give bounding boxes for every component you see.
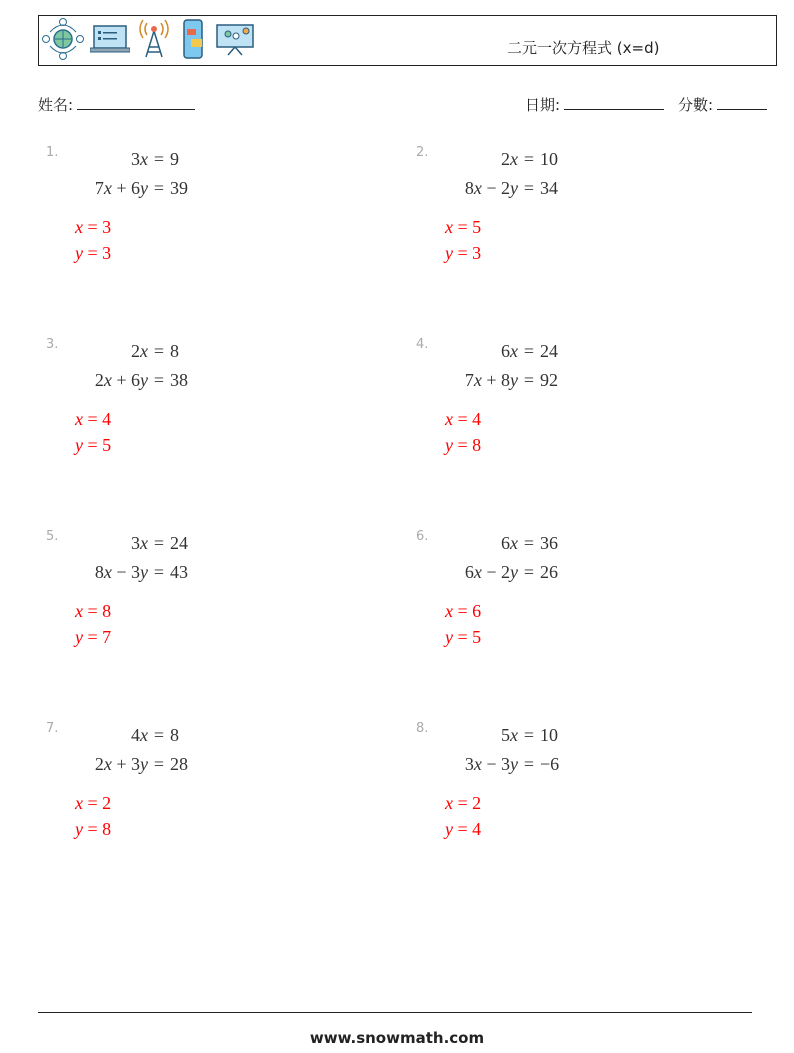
equation-1 [446, 341, 556, 362]
equals-sign: = [153, 562, 165, 582]
equation-rhs: 92 [540, 370, 558, 390]
answer-x: x = 4 [75, 409, 112, 429]
equation-lhs: 3x [131, 149, 148, 169]
answer-x: x = 3 [75, 217, 112, 237]
problem-1 [46, 145, 386, 325]
name-field [38, 94, 195, 115]
answer-x: x = 5 [445, 217, 482, 237]
equation-2 [446, 562, 556, 583]
equation-rhs: 34 [540, 178, 558, 198]
equation-rhs: 38 [170, 370, 188, 390]
equation-lhs: 2x [131, 341, 148, 361]
problem-number: 4. [416, 337, 429, 352]
equation-1 [446, 725, 556, 746]
equation-1 [76, 149, 186, 170]
equation-lhs: 2x + 3y [94, 754, 148, 774]
equals-sign: = [153, 178, 165, 198]
date-blank[interactable] [564, 95, 664, 110]
problem-number: 6. [416, 529, 429, 544]
problem-3 [46, 337, 386, 517]
problem-number: 3. [46, 337, 59, 352]
equation-lhs: 7x + 6y [94, 178, 148, 198]
equation-lhs: 6x [501, 533, 518, 553]
score-label: 分數: [678, 96, 714, 114]
equation-lhs: 6x − 2y [464, 562, 518, 582]
equation-rhs: 10 [540, 725, 558, 745]
equals-sign: = [523, 341, 535, 361]
equation-rhs: 36 [540, 533, 558, 553]
equation-2 [446, 754, 560, 775]
date-label: 日期: [525, 96, 561, 114]
equation-lhs: 5x [501, 725, 518, 745]
equation-1 [446, 533, 556, 554]
problem-8 [416, 721, 756, 901]
equation-1 [76, 341, 186, 362]
equation-lhs: 7x + 8y [464, 370, 518, 390]
equals-sign: = [523, 562, 535, 582]
answer-y: y = 8 [75, 819, 112, 839]
equals-sign: = [153, 341, 165, 361]
answer-y: y = 8 [445, 435, 482, 455]
equation-2 [446, 370, 556, 391]
problem-2 [416, 145, 756, 325]
header-icons [42, 20, 262, 62]
equals-sign: = [523, 754, 535, 774]
problem-number: 8. [416, 721, 429, 736]
answer-y: y = 5 [445, 627, 482, 647]
equals-sign: = [153, 149, 165, 169]
score-blank[interactable] [717, 95, 767, 110]
problem-number: 5. [46, 529, 59, 544]
equation-rhs: 43 [170, 562, 188, 582]
equals-sign: = [523, 149, 535, 169]
equation-rhs: 10 [540, 149, 558, 169]
answer-x: x = 4 [445, 409, 482, 429]
problem-number: 1. [46, 145, 59, 160]
name-blank[interactable] [77, 95, 195, 110]
equation-rhs: 8 [170, 725, 179, 745]
equation-1 [76, 533, 186, 554]
equation-rhs: 24 [540, 341, 558, 361]
equation-rhs: 8 [170, 341, 179, 361]
problem-6 [416, 529, 756, 709]
equals-sign: = [523, 178, 535, 198]
equation-2 [76, 754, 186, 775]
problem-number: 2. [416, 145, 429, 160]
answer-y: y = 4 [445, 819, 482, 839]
equals-sign: = [153, 533, 165, 553]
equation-2 [76, 370, 186, 391]
worksheet-title: 二元一次方程式 (x=d) [507, 39, 660, 57]
equation-2 [76, 178, 186, 199]
equation-rhs: 26 [540, 562, 558, 582]
equation-1 [76, 725, 186, 746]
equation-rhs: 9 [170, 149, 179, 169]
equals-sign: = [523, 533, 535, 553]
footer-divider [38, 1012, 752, 1013]
equation-1 [446, 149, 556, 170]
score-field [678, 94, 767, 115]
equation-lhs: 8x − 3y [94, 562, 148, 582]
equation-rhs: 24 [170, 533, 188, 553]
answer-y: y = 7 [75, 627, 112, 647]
equals-sign: = [523, 725, 535, 745]
equation-lhs: 2x [501, 149, 518, 169]
answer-y: y = 3 [445, 243, 482, 263]
answer-x: x = 6 [445, 601, 482, 621]
equals-sign: = [153, 370, 165, 390]
name-label: 姓名: [38, 96, 74, 114]
equation-rhs: 28 [170, 754, 188, 774]
equation-rhs: −6 [540, 754, 560, 774]
equation-lhs: 3x [131, 533, 148, 553]
problem-7 [46, 721, 386, 901]
answer-y: y = 3 [75, 243, 112, 263]
answer-x: x = 2 [445, 793, 482, 813]
equals-sign: = [523, 370, 535, 390]
answer-y: y = 5 [75, 435, 112, 455]
presentation-board-icon [214, 22, 256, 60]
signal-tower-icon [136, 19, 172, 63]
equation-lhs: 6x [501, 341, 518, 361]
equation-lhs: 8x − 2y [464, 178, 518, 198]
equation-2 [446, 178, 556, 199]
problem-4 [416, 337, 756, 517]
answer-x: x = 2 [75, 793, 112, 813]
equation-2 [76, 562, 186, 583]
equation-rhs: 39 [170, 178, 188, 198]
footer-url: www.snowmath.com [309, 1029, 485, 1047]
equals-sign: = [153, 754, 165, 774]
answer-x: x = 8 [75, 601, 112, 621]
mobile-phone-icon [178, 19, 208, 63]
equals-sign: = [153, 725, 165, 745]
worksheet-header [38, 15, 777, 66]
equation-lhs: 4x [131, 725, 148, 745]
date-field [525, 94, 664, 115]
equation-lhs: 3x − 3y [464, 754, 518, 774]
equation-lhs: 2x + 6y [94, 370, 148, 390]
laptop-icon [90, 24, 130, 58]
problem-5 [46, 529, 386, 709]
problem-number: 7. [46, 721, 59, 736]
network-globe-icon [42, 18, 84, 64]
